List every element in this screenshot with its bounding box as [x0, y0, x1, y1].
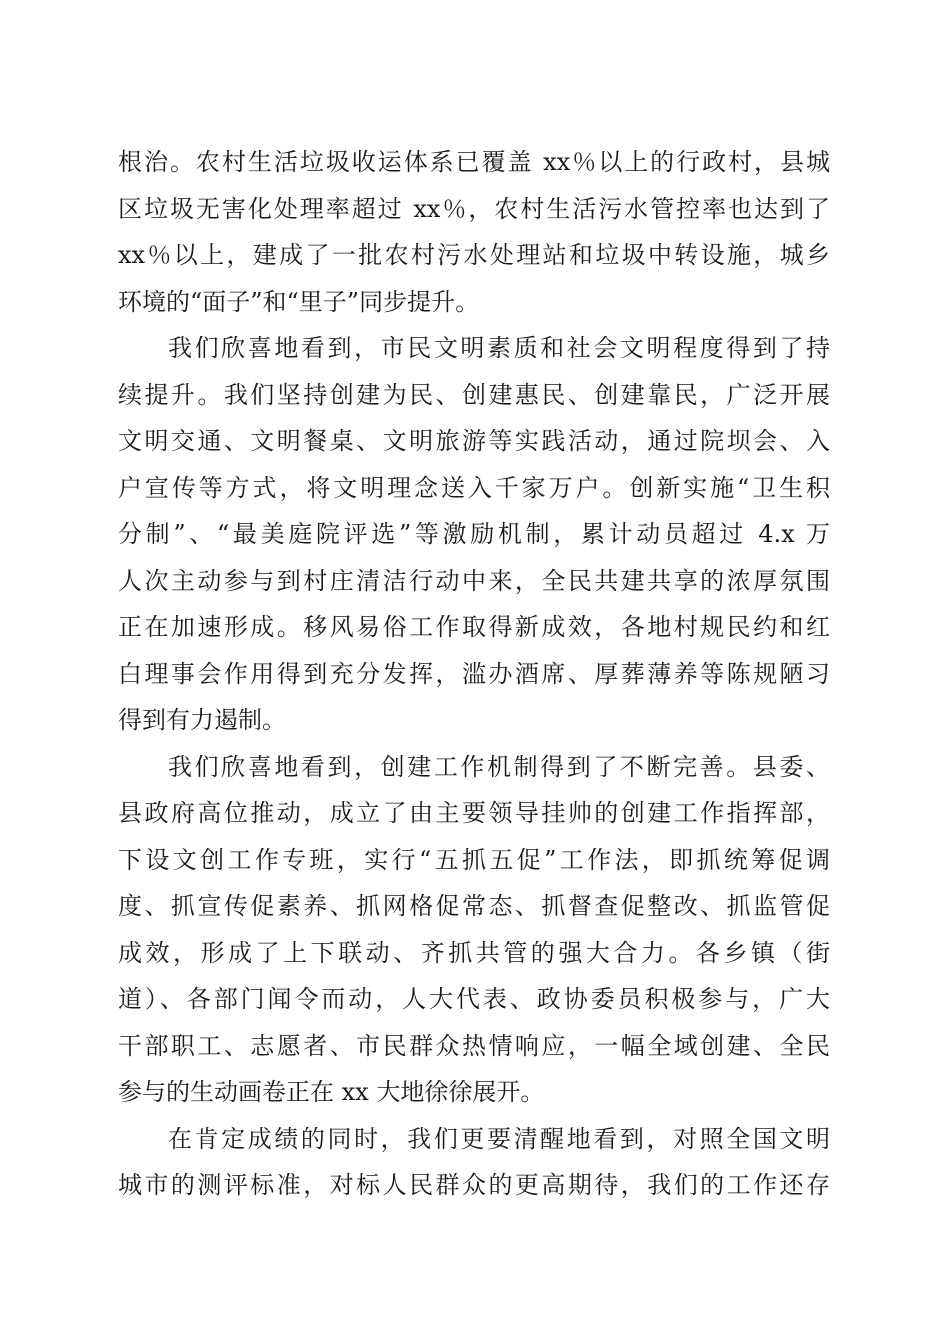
text-line: xx％以上，建成了一批农村污水处理站和垃圾中转设施，城乡: [118, 241, 830, 269]
text-line: 我们欣喜地看到，市民文明素质和社会文明程度得到了持: [168, 334, 830, 362]
text-line: 文明交通、文明餐桌、文明旅游等实践活动，通过院坝会、入: [118, 427, 830, 455]
text-line: 参与的生动画卷正在 xx 大地徐徐展开。: [118, 1078, 545, 1106]
text-line: 道）、各部门闻令而动，人大代表、政协委员积极参与，广大: [118, 985, 830, 1013]
text-line: 我们欣喜地看到，创建工作机制得到了不断完善。县委、: [168, 752, 830, 781]
text-line: 干部职工、志愿者、市民群众热情响应，一幅全域创建、全民: [118, 1031, 830, 1060]
text-line: 下设文创工作专班，实行“五抓五促”工作法，即抓统筹促调: [118, 845, 830, 874]
text-line: 分制”、“最美庭院评选”等激励机制，累计动员超过 4.x 万: [118, 520, 830, 548]
text-line: 度、抓宣传促素养、抓网格促常态、抓督查促整改、抓监管促: [118, 892, 830, 920]
document-body: [118, 139, 830, 1209]
text-line: 得到有力遏制。: [118, 706, 286, 734]
text-line: 续提升。我们坚持创建为民、创建惠民、创建靠民，广泛开展: [118, 380, 830, 409]
text-line: 区垃圾无害化处理率超过 xx％，农村生活污水管控率也达到了: [118, 194, 830, 223]
text-line: 城市的测评标准，对标人民群众的更高期待，我们的工作还存: [118, 1171, 830, 1199]
text-line: 成效，形成了上下联动、齐抓共管的强大合力。各乡镇（街: [118, 938, 830, 967]
text-line: 户宣传等方式，将文明理念送入千家万户。创新实施“卫生积: [118, 473, 830, 502]
text-line: 人次主动参与到村庄清洁行动中来，全民共建共享的浓厚氛围: [118, 566, 830, 595]
text-line: 在肯定成绩的同时，我们更要清醒地看到，对照全国文明: [168, 1124, 830, 1153]
text-line: 白理事会作用得到充分发挥，滥办酒席、厚葬薄养等陈规陋习: [118, 659, 830, 688]
text-line: 环境的“面子”和“里子”同步提升。: [118, 287, 480, 316]
text-line: 县政府高位推动，成立了由主要领导挂帅的创建工作指挥部，: [118, 799, 830, 827]
text-line: 根治。农村生活垃圾收运体系已覆盖 xx％以上的行政村，县城: [118, 148, 830, 176]
text-line: 正在加速形成。移风易俗工作取得新成效，各地村规民约和红: [118, 613, 830, 641]
